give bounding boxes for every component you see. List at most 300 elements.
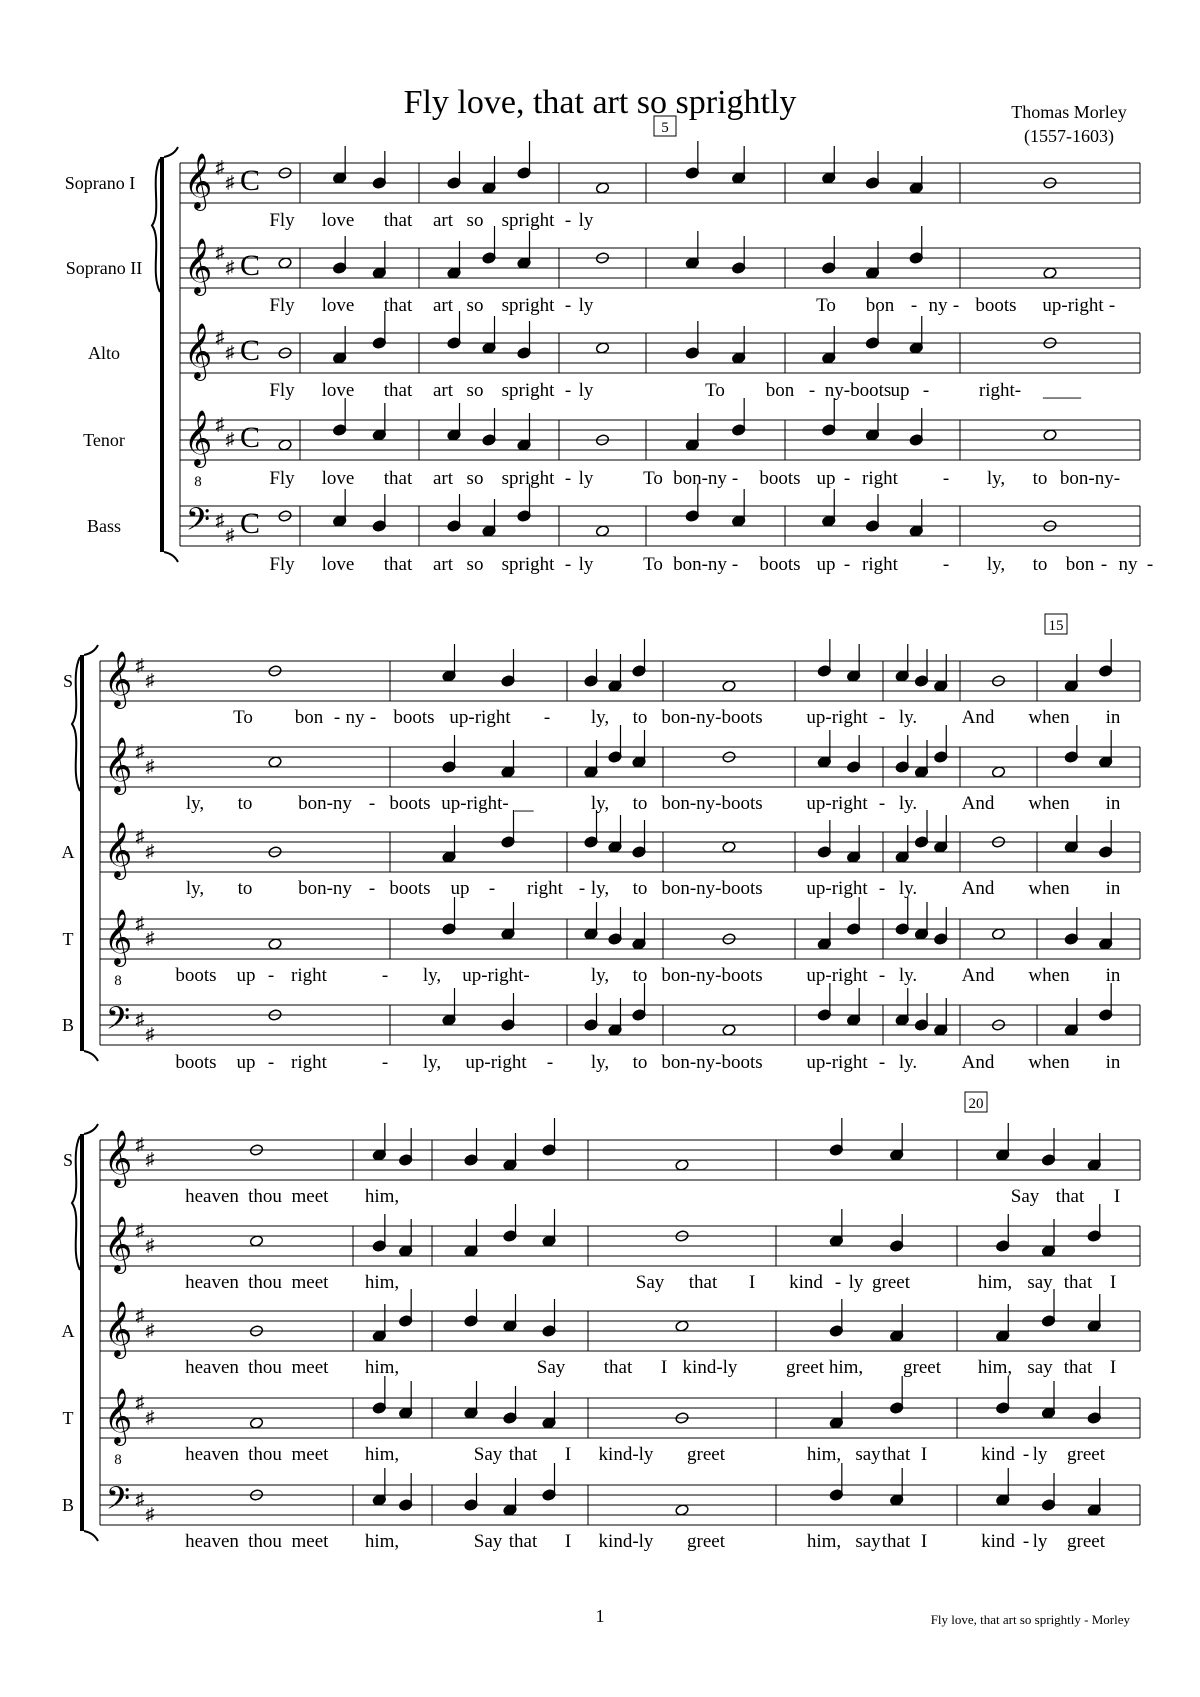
lyric-syllable: - (267, 965, 275, 986)
lyric-syllable: love (321, 210, 355, 231)
note-head (991, 766, 1005, 779)
time-signature-common: C (239, 334, 261, 367)
lyric-syllable: him, (806, 1531, 842, 1552)
lyric-syllable: up (236, 965, 256, 986)
lyric-syllable: to (632, 965, 648, 986)
note-head (1043, 267, 1057, 280)
key-sharp-f: ♯ (215, 327, 225, 347)
lyric-syllable: so (466, 210, 484, 231)
treble-clef-icon: 𝄞 (103, 1218, 133, 1271)
lyric-syllable: him, (806, 1444, 842, 1465)
key-sharp-f: ♯ (135, 1134, 145, 1154)
note-head (722, 841, 736, 854)
lyric-syllable: Fly (269, 380, 295, 401)
bass-clef-icon: 𝄢 (105, 1002, 131, 1044)
lyric-syllable: love (321, 295, 355, 316)
lyric-syllable: - (1022, 1444, 1030, 1465)
lyric-syllable: that (603, 1357, 633, 1378)
lyric-syllable: And (961, 1052, 995, 1073)
lyric-syllable: meet (291, 1186, 329, 1207)
lyric-syllable: ny (1118, 554, 1138, 575)
lyric-syllable: bon-ny (298, 878, 352, 899)
lyric-syllable: him, (364, 1531, 400, 1552)
lyric-syllable: heaven (185, 1357, 239, 1378)
lyric-syllable: say (1027, 1357, 1053, 1378)
lyric-syllable: that (508, 1531, 538, 1552)
soprano-brace (72, 1136, 80, 1270)
lyric-syllable: ly, (986, 468, 1006, 489)
lyric-syllable: Say (473, 1531, 503, 1552)
lyric-syllable: thou (248, 1186, 282, 1207)
lyric-syllable: Say (1010, 1186, 1040, 1207)
lyric-syllable: - (1022, 1531, 1030, 1552)
treble-clef-icon: 𝄞 (183, 155, 213, 208)
lyric-syllable: him, (977, 1272, 1013, 1293)
lyric-syllable: when (1028, 965, 1070, 986)
page-number: 1 (595, 1606, 605, 1626)
lyric-syllable: - (369, 707, 377, 728)
part-label: T (62, 1408, 74, 1428)
system-1 (152, 116, 1140, 562)
lyric-syllable: say (1027, 1272, 1053, 1293)
note-head (675, 1504, 689, 1517)
lyric-syllable: I (1113, 1186, 1121, 1207)
note-head (595, 182, 609, 195)
part-label: A (61, 1321, 75, 1341)
lyric-syllable: right (862, 554, 898, 575)
note-head (249, 1417, 263, 1430)
lyric-syllable: ly, (590, 1052, 610, 1073)
staff-2-4 (100, 897, 1140, 959)
key-sharp-f: ♯ (215, 242, 225, 262)
lyric-syllable: love (321, 554, 355, 575)
lyric-syllable: greet (903, 1357, 941, 1378)
lyric-syllable: Fly (269, 210, 295, 231)
lyric-syllable: - (878, 878, 886, 899)
lyric-syllable: boots (393, 707, 435, 728)
lyric-syllable: Say (473, 1444, 503, 1465)
note-head (1043, 429, 1057, 442)
lyric-syllable: right (527, 878, 563, 899)
system-bracket (80, 1134, 84, 1531)
bass-clef-icon: 𝄢 (105, 1482, 131, 1524)
lyric-syllable: boots (389, 793, 431, 814)
lyric-syllable: so (466, 554, 484, 575)
lyric-syllable: I (920, 1444, 928, 1465)
lyric-syllable: meet (291, 1357, 329, 1378)
part-label: S (62, 671, 74, 691)
lyric-syllable: ly (1032, 1531, 1048, 1552)
octave-marker: 8 (114, 1452, 122, 1468)
lyric-syllable: to (237, 878, 253, 899)
lyric-syllable: thou (248, 1357, 282, 1378)
lyric-syllable: ly. (898, 793, 918, 814)
lyric-syllable: boots (175, 1052, 217, 1073)
lyric-syllable: that (881, 1444, 911, 1465)
treble-clef-icon: 𝄞 (183, 240, 213, 293)
lyric-syllable: up (236, 1052, 256, 1073)
lyric-syllable: - (731, 468, 739, 489)
staff-2-5 (100, 983, 1140, 1045)
lyric-syllable: bon-ny-boots (661, 707, 763, 728)
lyric-syllable: And (961, 878, 995, 899)
staff-1-2 (180, 226, 1140, 288)
staff-3-5 (100, 1463, 1140, 1525)
lyric-syllable: ly, (422, 1052, 442, 1073)
lyric-syllable: up-right (806, 707, 868, 728)
lyric-syllable: Fly (269, 295, 295, 316)
staff-1-5 (180, 484, 1140, 546)
lyric-syllable: him, (364, 1357, 400, 1378)
lyric-syllable: ly (578, 468, 594, 489)
staff-3-1 (100, 1118, 1140, 1180)
lyric-syllable: - (564, 468, 572, 489)
lyric-syllable: ly (848, 1272, 864, 1293)
lyric-syllable: bon-ny (673, 554, 727, 575)
key-sharp-f: ♯ (135, 1489, 145, 1509)
key-sharp-f: ♯ (135, 1392, 145, 1412)
lyric-syllable: I (1109, 1357, 1117, 1378)
lyric-syllable: up-right- (462, 965, 530, 986)
lyric-syllable: meet (291, 1444, 329, 1465)
lyric-syllable: that (383, 295, 413, 316)
time-signature-common: C (239, 507, 261, 540)
lyric-syllable: spright (501, 210, 555, 231)
lyric-syllable: up-right (806, 878, 868, 899)
lyric-syllable: when (1028, 1052, 1070, 1073)
lyric-syllable: greet (687, 1444, 725, 1465)
lyric-syllable: greet (1067, 1531, 1105, 1552)
lyric-syllable: - (834, 1272, 842, 1293)
lyric-syllable: boots (759, 554, 801, 575)
lyric-syllable: right (291, 1052, 327, 1073)
treble-clef-icon: 𝄞 (103, 653, 133, 706)
key-sharp-c: ♯ (225, 429, 235, 449)
lyric-syllable: ly. (898, 878, 918, 899)
lyric-syllable: up-right- (441, 793, 509, 814)
note-head (991, 928, 1005, 941)
part-label: B (61, 1015, 75, 1035)
lyric-syllable: that (383, 554, 413, 575)
note-head (722, 680, 736, 693)
key-sharp-f: ♯ (215, 157, 225, 177)
lyric-syllable: up (816, 554, 836, 575)
lyric-syllable: in (1105, 793, 1121, 814)
lyric-syllable: boots (389, 878, 431, 899)
note-head (722, 1024, 736, 1037)
note-head (595, 342, 609, 355)
lyric-syllable: - (564, 380, 572, 401)
lyric-syllable: him, (364, 1186, 400, 1207)
lyric-syllable: spright (501, 554, 555, 575)
lyric-syllable: him, (828, 1357, 864, 1378)
lyric-syllable: - (1146, 554, 1154, 575)
lyric-syllable: kind-ly (598, 1531, 654, 1552)
lyric-syllable: ly, (590, 707, 610, 728)
lyric-syllable: - (922, 380, 930, 401)
key-sharp-f: ♯ (215, 510, 225, 530)
lyric-syllable: him, (977, 1357, 1013, 1378)
lyric-syllable: - (878, 793, 886, 814)
lyric-syllable: that (688, 1272, 718, 1293)
lyric-syllable: - (942, 468, 950, 489)
system-bracket (80, 655, 84, 1051)
staff-2-1 (100, 639, 1140, 701)
staff-3-4 (100, 1376, 1140, 1438)
treble-clef-icon: 𝄞 (103, 911, 133, 964)
lyric-syllable: ly, (590, 793, 610, 814)
note-head (278, 439, 292, 452)
lyric-syllable: spright (501, 295, 555, 316)
lyric-syllable: - (910, 295, 918, 316)
lyric-syllable: up (890, 380, 910, 401)
lyric-syllable: when (1028, 707, 1070, 728)
lyric-syllable: bon (865, 295, 895, 316)
lyric-syllable: say (855, 1531, 881, 1552)
soprano-brace (152, 159, 160, 292)
lyric-syllable: ly, (590, 878, 610, 899)
lyric-syllable: that (1063, 1272, 1093, 1293)
lyric-syllable: And (961, 793, 995, 814)
treble-clef-icon: 𝄞 (183, 412, 213, 465)
octave-marker: 8 (194, 474, 202, 490)
note-head (268, 756, 282, 769)
lyric-syllable: - (381, 965, 389, 986)
key-sharp-c: ♯ (225, 525, 235, 545)
lyric-syllable: thou (248, 1444, 282, 1465)
lyric-syllable: in (1105, 707, 1121, 728)
lyric-syllable: thou (248, 1531, 282, 1552)
lyric-syllable: ny-boots (824, 380, 892, 401)
lyric-syllable: him, (364, 1444, 400, 1465)
lyric-syllable: love (321, 468, 355, 489)
treble-clef-icon: 𝄞 (103, 1390, 133, 1443)
composer-name: Thomas Morley (1011, 102, 1127, 122)
lyric-syllable: Fly (269, 468, 295, 489)
lyric-syllable: I (660, 1357, 668, 1378)
lyric-syllable: ny (928, 295, 948, 316)
key-sharp-c: ♯ (145, 1504, 155, 1524)
time-signature-common: C (239, 421, 261, 454)
lyric-syllable: - (952, 295, 960, 316)
lyric-syllable: to (1032, 554, 1048, 575)
lyric-syllable: bon-ny-boots (661, 793, 763, 814)
measure-number: 5 (661, 120, 669, 136)
key-sharp-c: ♯ (145, 756, 155, 776)
lyric-syllable: And (961, 965, 995, 986)
part-label: S (62, 1150, 74, 1170)
lyric-syllable: up-right (806, 793, 868, 814)
lyric-syllable: - (381, 1052, 389, 1073)
key-sharp-c: ♯ (145, 928, 155, 948)
lyric-syllable: To (705, 380, 725, 401)
note-head (675, 1320, 689, 1333)
lyric-syllable: bon-ny (673, 468, 727, 489)
lyric-syllable: right (862, 468, 898, 489)
lyric-syllable: spright (501, 380, 555, 401)
lyric-syllable: ly (578, 380, 594, 401)
lyric-syllable: bon-ny (298, 793, 352, 814)
lyric-syllable: kind-ly (598, 1444, 654, 1465)
part-label: T (62, 929, 74, 949)
lyric-syllable: up-right (1042, 295, 1104, 316)
key-sharp-f: ♯ (215, 414, 225, 434)
lyric-syllable: that (881, 1531, 911, 1552)
lyric-syllable: ly (578, 554, 594, 575)
lyric-syllable: __ (514, 793, 534, 814)
part-label: Soprano II (65, 258, 143, 278)
staff-1-1 (180, 141, 1140, 203)
lyric-syllable: say (855, 1444, 881, 1465)
key-sharp-f: ♯ (135, 741, 145, 761)
lyric-syllable: bon-ny-boots (661, 1052, 763, 1073)
lyric-syllable: heaven (185, 1186, 239, 1207)
time-signature-common: C (239, 164, 261, 197)
key-sharp-c: ♯ (145, 1407, 155, 1427)
lyric-syllable: to (632, 707, 648, 728)
system-bracket (160, 157, 164, 552)
lyric-syllable: ly (578, 295, 594, 316)
lyric-syllable: - (843, 554, 851, 575)
part-label: Bass (86, 516, 122, 536)
key-sharp-c: ♯ (145, 1320, 155, 1340)
treble-clef-icon: 𝄞 (183, 325, 213, 378)
lyric-syllable: greet (786, 1357, 824, 1378)
lyric-syllable: - (808, 380, 816, 401)
lyric-syllable: when (1028, 878, 1070, 899)
lyric-syllable: heaven (185, 1531, 239, 1552)
lyric-syllable: To (643, 468, 663, 489)
part-label: Alto (87, 343, 121, 363)
lyric-syllable: ly (578, 210, 594, 231)
lyric-syllable: art (432, 380, 454, 401)
lyric-syllable: - (488, 878, 496, 899)
key-sharp-c: ♯ (145, 1024, 155, 1044)
treble-clef-icon: 𝄞 (103, 824, 133, 877)
lyric-syllable: art (432, 554, 454, 575)
lyric-syllable: that (1055, 1186, 1085, 1207)
lyric-syllable: kind (789, 1272, 823, 1293)
lyric-syllable: to (632, 878, 648, 899)
lyric-syllable: ly, (422, 965, 442, 986)
key-sharp-f: ♯ (135, 826, 145, 846)
lyric-syllable: up-right (806, 1052, 868, 1073)
lyric-syllable: to (632, 1052, 648, 1073)
bracket-bottom-hook (84, 1531, 98, 1541)
lyric-syllable: kind-ly (682, 1357, 738, 1378)
treble-clef-icon: 𝄞 (103, 739, 133, 792)
lyric-syllable: up (450, 878, 470, 899)
lyric-syllable: art (432, 468, 454, 489)
lyric-syllable: - (843, 468, 851, 489)
key-sharp-f: ♯ (135, 913, 145, 933)
lyric-syllable: - (564, 210, 572, 231)
key-sharp-f: ♯ (135, 655, 145, 675)
lyric-syllable: I (1109, 1272, 1117, 1293)
lyric-syllable: to (237, 793, 253, 814)
key-sharp-f: ♯ (135, 1220, 145, 1240)
treble-clef-icon: 𝄞 (103, 1132, 133, 1185)
lyric-syllable: - (333, 707, 341, 728)
lyric-syllable: bon (1065, 554, 1095, 575)
lyric-syllable: love (321, 380, 355, 401)
lyric-syllable: bon-ny-boots (661, 878, 763, 899)
lyric-syllable: heaven (185, 1272, 239, 1293)
lyric-syllable: bon (765, 380, 795, 401)
note-head (268, 938, 282, 951)
lyric-syllable: so (466, 468, 484, 489)
lyric-syllable: I (564, 1531, 572, 1552)
lyric-syllable: Fly (269, 554, 295, 575)
lyric-syllable: - (368, 793, 376, 814)
lyric-syllable: kind (981, 1531, 1015, 1552)
lyric-syllable: ly, (590, 965, 610, 986)
lyric-syllable: To (643, 554, 663, 575)
lyric-syllable: To (816, 295, 836, 316)
lyric-syllable: ly. (898, 965, 918, 986)
lyric-syllable: meet (291, 1531, 329, 1552)
lyric-syllable: boots (175, 965, 217, 986)
lyric-syllable: - (368, 878, 376, 899)
lyric-syllable: so (466, 295, 484, 316)
part-label: Soprano I (64, 173, 136, 193)
note-head (675, 1159, 689, 1172)
lyric-syllable: thou (248, 1272, 282, 1293)
measure-number: 15 (1048, 618, 1064, 634)
lyric-syllable: ly, (185, 793, 205, 814)
lyric-syllable: ly. (898, 1052, 918, 1073)
bracket-top-hook (84, 1124, 98, 1134)
staff-2-3 (100, 810, 1140, 872)
lyric-syllable: right (291, 965, 327, 986)
lyric-syllable: heaven (185, 1444, 239, 1465)
lyric-syllable: - (543, 707, 551, 728)
key-sharp-f: ♯ (135, 1009, 145, 1029)
lyric-syllable: up-right (465, 1052, 527, 1073)
system-3 (72, 1092, 1140, 1541)
lyric-syllable: that (508, 1444, 538, 1465)
lyric-syllable: bon-ny- (1059, 468, 1121, 489)
lyric-syllable: him, (364, 1272, 400, 1293)
lyric-syllable: right- (978, 380, 1022, 401)
lyric-syllable: I (748, 1272, 756, 1293)
lyric-syllable: - (578, 878, 586, 899)
soprano-brace (72, 657, 80, 791)
staff-2-2 (100, 725, 1140, 787)
lyric-syllable: when (1028, 793, 1070, 814)
lyric-syllable: art (432, 295, 454, 316)
lyric-syllable: greet (1067, 1444, 1105, 1465)
lyric-syllable: ny (345, 707, 365, 728)
lyric-syllable: - (564, 295, 572, 316)
lyric-syllable: to (632, 793, 648, 814)
lyric-syllable: - (878, 707, 886, 728)
system-2 (72, 614, 1140, 1061)
lyric-syllable: greet (687, 1531, 725, 1552)
staff-3-2 (100, 1204, 1140, 1266)
lyric-syllable: - (546, 1052, 554, 1073)
key-sharp-c: ♯ (225, 342, 235, 362)
lyric-syllable: ____ (1043, 380, 1081, 401)
lyric-syllable: kind (981, 1444, 1015, 1465)
lyric-syllable: art (432, 210, 454, 231)
lyric-syllable: - (942, 554, 950, 575)
lyric-syllable: up-right (806, 965, 868, 986)
part-label: B (61, 1495, 75, 1515)
key-sharp-c: ♯ (225, 172, 235, 192)
time-signature-common: C (239, 249, 261, 282)
part-label: Tenor (83, 430, 125, 450)
